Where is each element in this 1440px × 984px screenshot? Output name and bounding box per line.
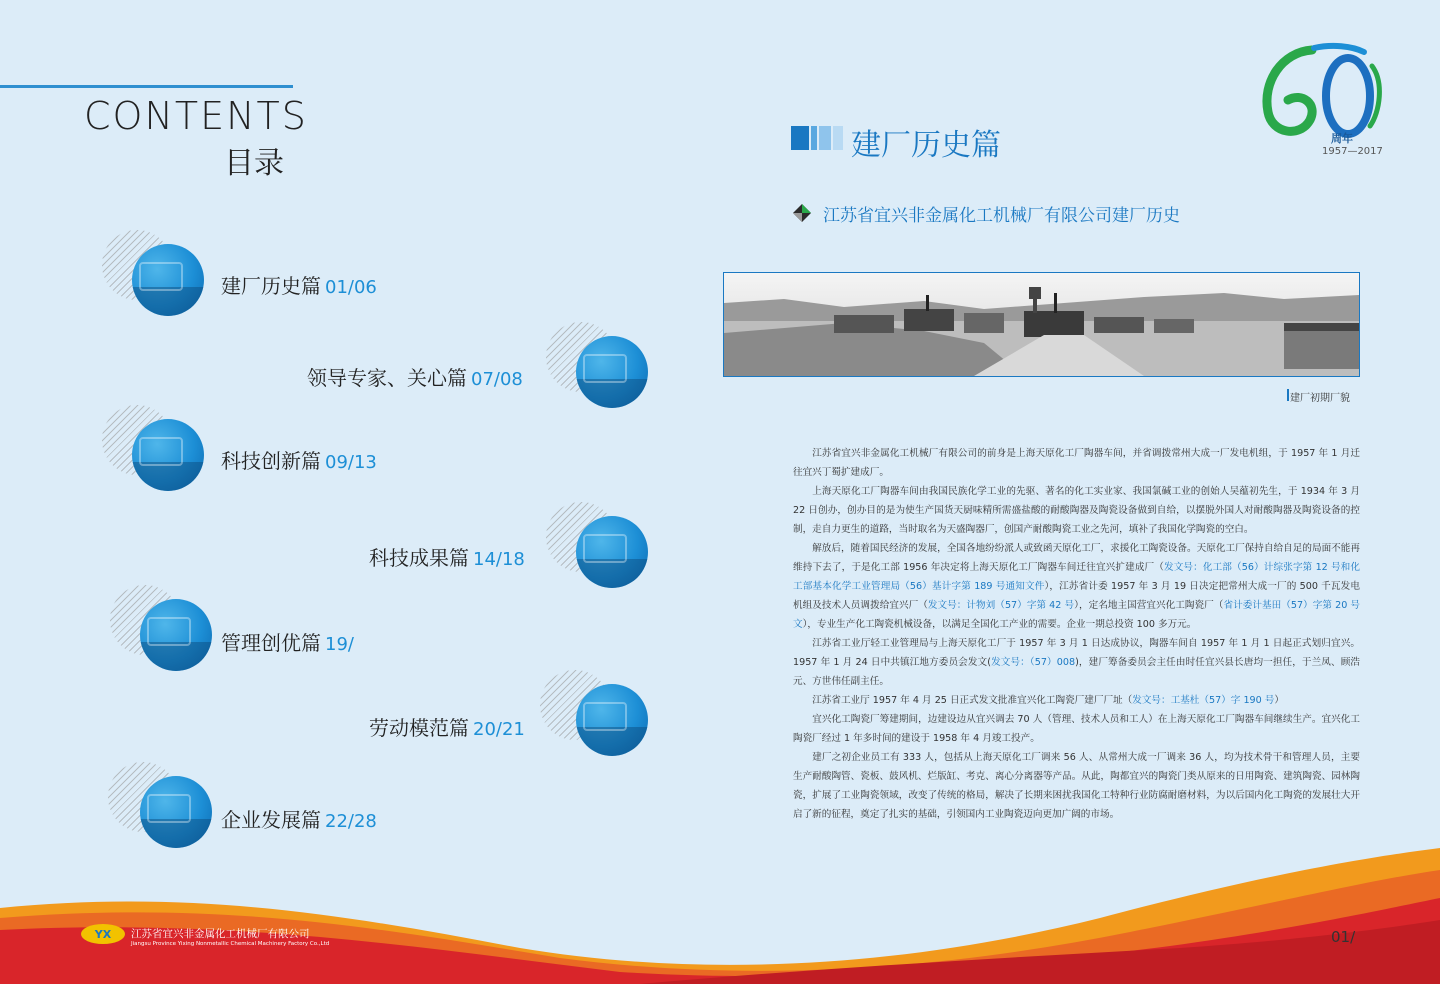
paragraph: 江苏省宜兴非金属化工机械厂有限公司的前身是上海天原化工厂陶器车间，并省调拨常州大成一厂发电机组，于 1957 年 1 月迁往宜兴丁蜀扩建成厂。 (793, 448, 1360, 478)
contents-heading-cn: 目录 (224, 146, 284, 181)
toc-thumbnail (140, 599, 212, 671)
caption-marker (1287, 389, 1289, 401)
company-logo (78, 922, 128, 946)
paragraph: 宜兴化工陶瓷厂筹建期间，边建设边从宜兴调去 70 人（管理、技术人员和工人）在上海天原化工厂陶器车间继续生产。宜兴化工陶瓷厂经过 1 年多时间的建设于 1958 年 4 月竣工投产。 (793, 714, 1360, 744)
factory-photo (723, 272, 1360, 377)
paragraph: 解放后，随着国民经济的发展，全国各地纷纷派人或致函天原化工厂，求援化工陶瓷设备。天原化工厂保持自给自足的局面不能再维持下去了，于是化工部 1956 年决定将上海天原化工厂陶器车间迁往宜兴扩建成厂（发文号：化工部（56）计综张字第 12 号和化工部基本化学工业管理局（56）基计字第 189 号通知文件），江苏省计委 1957 年 3 月 19 日决定把常州大成一厂的 500 千瓦发电机组及技术人员调拨给宜兴厂（发文号：计物刘（57）字第 42 号），定名地主国营宜兴化工陶瓷厂（省计委计基田（57）字第 20 号文），专业生产化工陶瓷机械设备，以满足全国化工产业的需要。企业一期总投资 100 多万元。 (793, 543, 1361, 630)
paragraph: 上海天原化工厂陶器车间由我国民族化学工业的先驱、著名的化工实业家、我国氯碱工业的创始人吴蕴初先生，于 1934 年 3 月 22 日创办，创办目的是为使生产国货天厨味精所需盛盐酸的耐酸陶器及陶瓷设备做到自给，以摆脱外国人对耐酸陶器及陶瓷设备的控制，走自力更生的道路，当时取名为天盛陶器厂，创国产耐酸陶瓷工业之先河，填补了我国化学陶瓷的空白。 (793, 486, 1360, 535)
toc-label: 劳动模范篇 20/21 (369, 716, 525, 740)
toc-label: 企业发展篇 22/28 (221, 808, 377, 832)
toc-thumbnail (132, 244, 204, 316)
logo-years: 1957—2017 (1322, 146, 1383, 157)
paragraph: 建厂之初企业员工有 333 人，包括从上海天原化工厂调来 56 人、从常州大成一厂调来 36 人，均为技术骨干和管理人员，主要生产耐酸陶管、瓷板、鼓风机、烂版缸、考克、离心分离器等产品。从此，陶都宜兴的陶瓷门类从原来的日用陶瓷、建筑陶瓷、园林陶瓷，扩展了工业陶瓷领域，改变了传统的格局，解决了长期来困扰我国化工特种行业防腐耐磨材料，为以后国内化工陶瓷的发展壮大开启了新的征程，奠定了扎实的基础，引领国内工业陶瓷迈向更加广阔的市场。 (793, 752, 1360, 820)
toc-label: 建厂历史篇 01/06 (221, 274, 377, 298)
footer-company-en: Jiangsu Province Yixing Nonmetallic Chemical Machinery Factory Co.,Ltd (131, 941, 330, 947)
section-title: 建厂历史篇 (851, 128, 1001, 163)
toc-label: 管理创优篇 19/ (221, 631, 354, 655)
toc-label: 科技创新篇 09/13 (221, 449, 377, 473)
toc-label: 领导专家、关心篇 07/08 (307, 366, 523, 390)
section-subhead: 江苏省宜兴非金属化工机械厂有限公司建厂历史 (823, 206, 1180, 226)
footer-company-cn: 江苏省宜兴非金属化工机械厂有限公司 (131, 928, 310, 940)
top-rule (0, 85, 293, 88)
toc-thumbnail (132, 419, 204, 491)
logo-zhounian: 周年 (1331, 132, 1353, 145)
toc-thumbnail (140, 776, 212, 848)
toc-thumbnail (576, 684, 648, 756)
contents-heading: CONTENTS (84, 94, 308, 138)
section-bar-icon (791, 126, 843, 150)
history-body-text (793, 444, 1360, 824)
diamond-icon (793, 204, 811, 222)
toc-thumbnail (576, 336, 648, 408)
svg-text:YX: YX (94, 928, 112, 941)
toc-label: 科技成果篇 14/18 (369, 546, 525, 570)
photo-caption: 建厂初期厂貌 (1290, 393, 1350, 404)
paragraph: 江苏省工业厅轻工业管理局与上海天原化工厂于 1957 年 3 月 1 日达成协议，陶器车间自 1957 年 1 月 1 日起正式划归宜兴。1957 年 1 月 24 日中共镇江地方委员会发文(发文号：（57）008)，建厂筹备委员会主任由时任宜兴县长唐均一担任，于兰凤、顾浩元、方世伟任副主任。 (793, 638, 1360, 687)
toc-thumbnail (576, 516, 648, 588)
anniversary-60-logo (1252, 42, 1392, 160)
footer-wave-decoration (0, 848, 1440, 984)
paragraph: 江苏省工业厅 1957 年 4 月 25 日正式发文批准宜兴化工陶瓷厂建厂厂址（发文号：工基杜（57）字 190 号） (812, 695, 1284, 706)
factory-panorama-image (724, 273, 1359, 376)
page-number: 01/ (1331, 928, 1356, 946)
